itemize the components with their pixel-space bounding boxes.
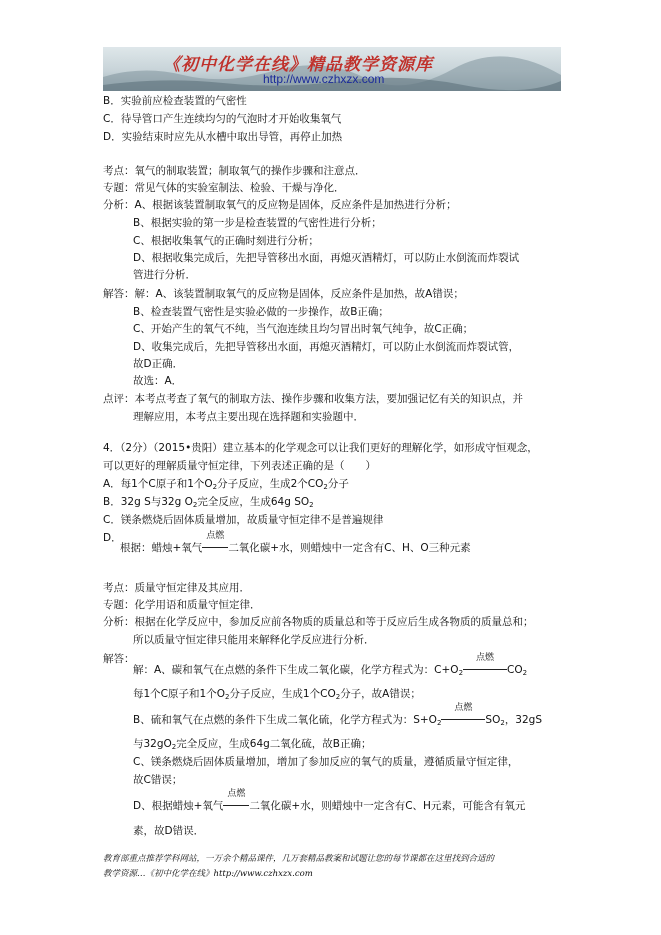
banner-title: 《初中化学在线》精品教学资源库 [163, 55, 433, 75]
q4-jieda-label: 解答： [103, 653, 135, 665]
q3-option-c: C．待导管口产生连续均匀的气泡时才开始收集氧气 [103, 113, 342, 125]
reaction-condition-arrow [463, 653, 507, 677]
subscript: 2 [323, 483, 328, 491]
q4-stem-2: 可以更好的理解质量守恒定律，下列表述正确的是（ ） [103, 460, 376, 472]
q4-jieda-c-1: C、镁条燃烧后固体质量增加，增加了参加反应的氧气的质量，遵循质量守恒定律， [133, 756, 519, 768]
subscript: 2 [458, 669, 464, 677]
reaction-condition-arrow [441, 703, 485, 727]
q4-jieda-b-text-2: SO [485, 714, 501, 726]
subscript: 2 [192, 501, 198, 509]
subscript: 2 [224, 693, 230, 701]
banner-url[interactable]: http://www.czhxzx.com [263, 72, 385, 86]
q4-option-a-text-2: 分子反应，生成2个CO [217, 478, 324, 490]
header-banner [103, 47, 561, 91]
q4-jieda-b2-text-2: 完全反应，生成64g二氧化硫，故B正确； [176, 738, 372, 750]
q4-jieda-a2-text-3: 分子，故A错误； [340, 688, 421, 700]
q4-jieda-c-2: 故C错误； [133, 774, 183, 786]
q3-fenxi-5: 管进行分析． [133, 269, 196, 281]
reaction-condition-arrow [223, 789, 249, 813]
condition-label: 点燃 [206, 531, 225, 541]
q3-jieda-1: 解答：解：A、该装置制取氧气的反应物是固体，反应条件是加热，故A错误； [103, 288, 464, 300]
subscript: 2 [171, 743, 177, 751]
q4-option-d-text-1: 根据：蜡烛+氧气 [120, 542, 203, 554]
q4-jieda-b2-text-1: 与32gO [133, 738, 172, 750]
q4-jieda-a2-text-1: 每1个C原子和1个O [133, 688, 225, 700]
q4-jieda-b-text-3: ，32gS [504, 714, 543, 726]
q3-zhuanti: 专题：常见气体的实验室制法、检验、干燥与净化． [103, 182, 345, 194]
q4-jieda-b-2 [133, 737, 372, 754]
q4-jieda-a-2 [133, 687, 421, 704]
condition-label: 点燃 [227, 789, 246, 799]
condition-label: 点燃 [476, 653, 495, 663]
q4-jieda-d-2: 素，故D错误． [133, 825, 205, 837]
q4-option-a-text-3: 分子 [327, 478, 349, 490]
q3-fenxi-2: B、根据实验的第一步是检查装置的气密性进行分析； [133, 217, 382, 229]
q3-jieda-3: C、开始产生的氧气不纯，当气泡连续且均匀冒出时氧气纯争，故C正确； [133, 323, 474, 335]
q3-fenxi-3: C、根据收集氧气的正确时刻进行分析； [133, 235, 319, 247]
q3-option-d: D．实验结束时应先从水槽中取出导管，再停止加热 [103, 131, 343, 143]
q4-kaodian: 考点：质量守恒定律及其应用． [103, 582, 250, 594]
q4-jieda-a-text-1: 解：A、碳和氧气在点燃的条件下生成二氧化碳，化学方程式为：C+O [133, 664, 459, 676]
q3-option-b: B．实验前应检查装置的气密性 [103, 95, 247, 107]
q3-fenxi-4: D、根据收集完成后，先把导管移出水面，再熄灭酒精灯，可以防止水倒流而炸裂试 [133, 252, 520, 264]
condition-label: 点燃 [454, 703, 473, 713]
q3-dianping-1: 点评：本考点考查了氧气的制取方法、操作步骤和收集方法，要加强记忆有关的知识点，并 [103, 393, 523, 405]
footer-line-1: 教育部重点推荐学科网站，一万余个精品课件，几万套精品教案和试题让您的每节课都在这里找到合适的 [103, 854, 495, 864]
q3-jieda-2: B、检查装置气密性是实验必做的一步操作，故B正确； [133, 306, 389, 318]
q4-option-a [103, 477, 349, 494]
q4-option-b [103, 495, 314, 512]
q4-jieda-d-text-2: 二氧化碳+水，则蜡烛中一定含有C、H元素，可能含有氧元 [249, 800, 526, 812]
q3-jieda-6: 故选：A． [133, 375, 183, 387]
q4-jieda-d-text-1: D、根据蜡烛+氧气 [133, 800, 224, 812]
q4-jieda-b-1 [133, 703, 543, 730]
q4-jieda-a-1 [133, 653, 528, 680]
q3-jieda-4: D、收集完成后，先把导管移出水面，再熄灭酒精灯，可以防止水倒流而炸裂试管， [133, 341, 520, 353]
q4-option-d-label: D． [103, 532, 122, 544]
q4-option-b-text-2: 完全反应，生成64g SO [197, 496, 310, 508]
q3-kaodian: 考点：氧气的制取装置；制取氧气的操作步骤和注意点． [103, 165, 366, 177]
q3-jieda-5: 故D正确． [133, 358, 184, 370]
q4-jieda-a-text-2: CO [507, 664, 523, 676]
q4-zhuanti: 专题：化学用语和质量守恒定律． [103, 599, 261, 611]
q4-jieda-b-text-1: B、硫和氧气在点燃的条件下生成二氧化硫，化学方程式为：S+O [133, 714, 437, 726]
subscript: 2 [309, 501, 314, 509]
q3-dianping-2: 理解应用，本考点主要出现在选择题和实验题中． [133, 411, 364, 423]
q3-fenxi-1: 分析：A、根据该装置制取氧气的反应物是固体，反应条件是加热进行分析； [103, 199, 457, 211]
q4-jieda-a2-text-2: 分子反应，生成1个CO [229, 688, 336, 700]
q4-option-a-text-1: A．每1个C原子和1个O [103, 478, 213, 490]
footer-line-2: 教学资源…《初中化学在线》http://www.czhxzx.com [103, 869, 313, 879]
q4-option-c: C．镁条燃烧后固体质量增加，故质量守恒定律不是普遍规律 [103, 514, 384, 526]
reaction-condition-arrow [202, 531, 228, 555]
q4-stem-1: 4．（2分）（2015•贵阳）建立基本的化学观念可以让我们更好的理解化学，如形成守恒观念， [103, 442, 538, 454]
q4-jieda-d-1 [133, 789, 526, 813]
subscript: 2 [212, 483, 218, 491]
q4-option-d [120, 531, 471, 555]
subscript: 2 [436, 719, 442, 727]
q4-fenxi-1: 分析：根据在化学反应中，参加反应前各物质的质量总和等于反应后生成各物质的质量总和； [103, 616, 534, 628]
subscript: 2 [335, 693, 341, 701]
subscript: 2 [500, 719, 505, 727]
q4-fenxi-2: 所以质量守恒定律只能用来解释化学反应进行分析． [133, 634, 375, 646]
q4-option-b-text-1: B．32g S与32g O [103, 496, 193, 508]
subscript: 2 [522, 669, 528, 677]
q4-option-d-text-2: 二氧化碳+水，则蜡烛中一定含有C、H、O三种元素 [228, 542, 471, 554]
